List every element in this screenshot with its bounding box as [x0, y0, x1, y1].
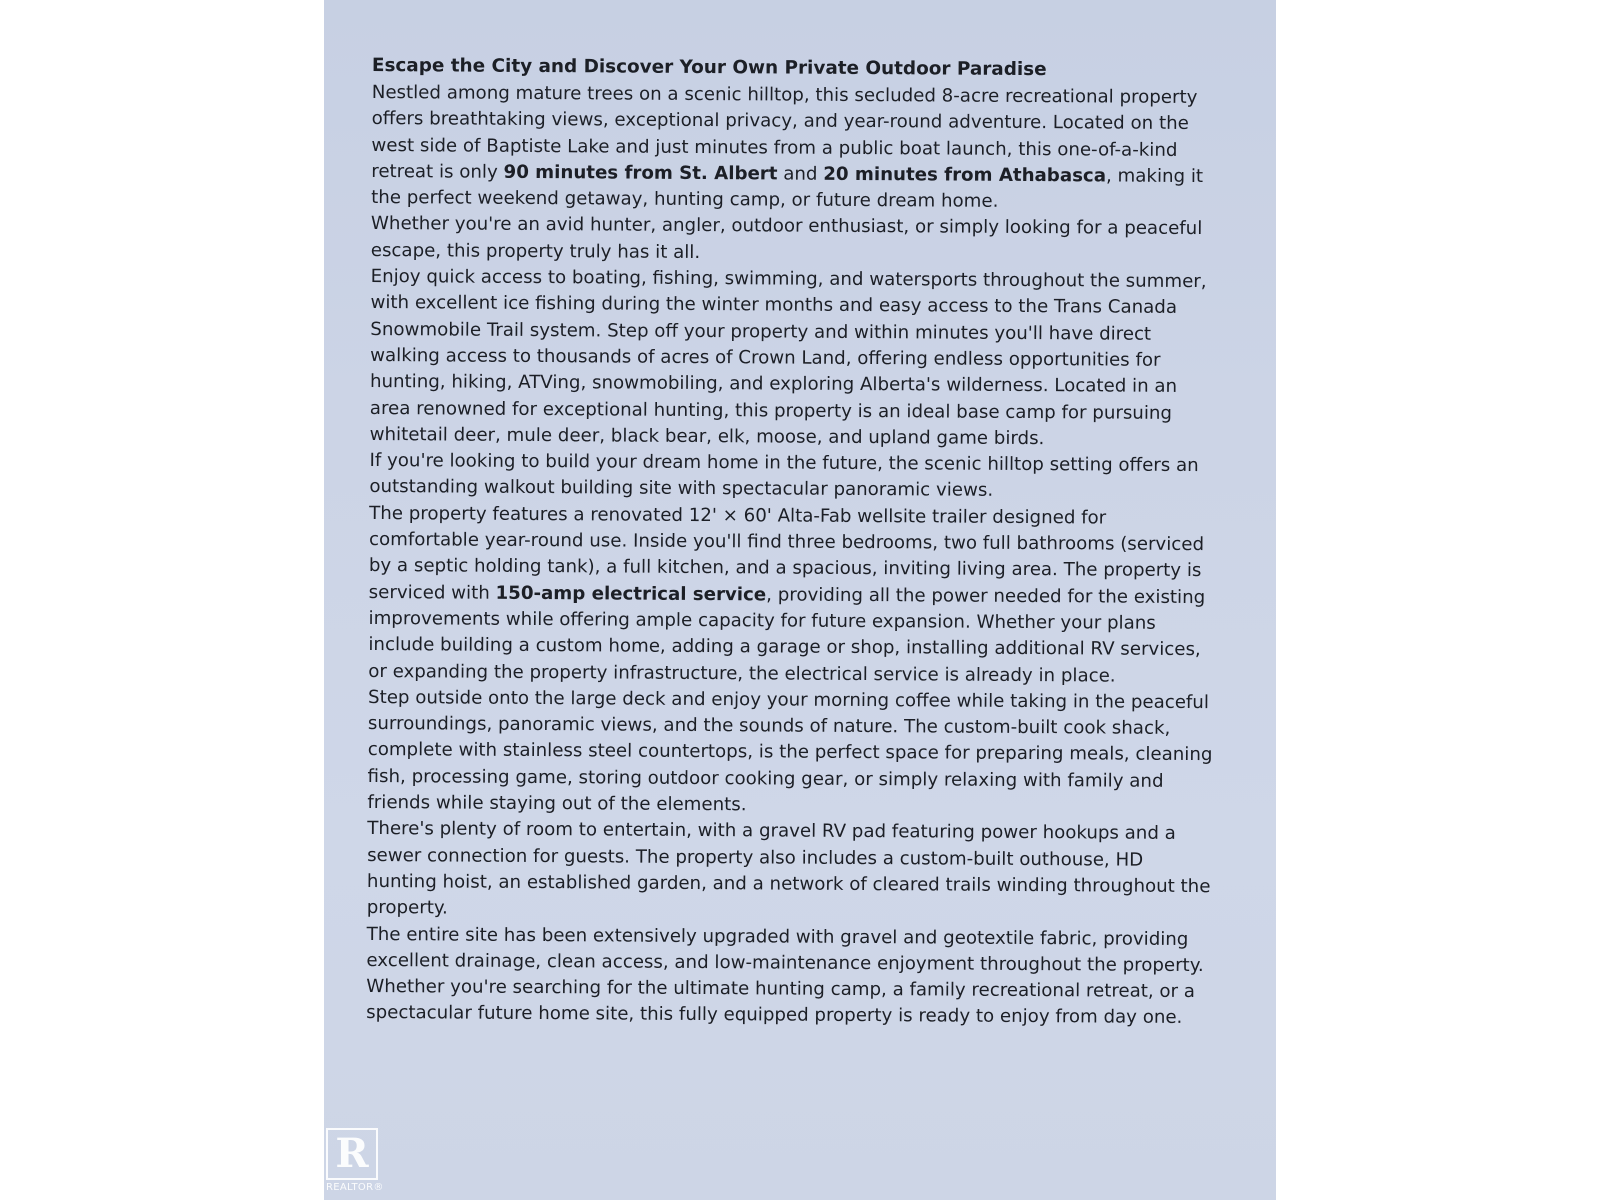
document-paragraph	[367, 685, 1218, 822]
paragraph-text: Nestled among mature trees on a scenic hilltop, this secluded 8-acre recreational property offers breathtaking views, exceptional privacy, and year-round adventure. Located on the west side of Baptiste Lake and just minutes from a public boat launch, this one-of-a-kind retreat is only	[371, 81, 1198, 183]
document-paragraph	[371, 211, 1221, 269]
paragraph-text: There's plenty of room to entertain, with a gravel RV pad featuring power hookups and a sewer connection for guests. The property also includes a custom-built outhouse, HD hunting hoist, an established garden, and a network of cleared trails winding throughout the property.	[366, 818, 1211, 919]
paragraph-text: The entire site has been extensively upgraded with gravel and geotextile fabric, providing excellent drainage, clean access, and low-maintenance enjoyment throughout the property.	[366, 923, 1204, 976]
highlighted-phrase: 150-amp electrical service	[495, 582, 767, 606]
highlighted-phrase: 90 minutes from St. Albert	[503, 161, 778, 185]
paragraph-text: Whether you're an avid hunter, angler, outdoor enthusiast, or simply looking for a peaceful escape, this property truly has it all.	[370, 213, 1203, 263]
realtor-logo-icon: R	[326, 1128, 378, 1180]
document-paragraph	[370, 264, 1221, 453]
document-paragraph	[366, 974, 1216, 1032]
paragraph-text: If you're looking to build your dream home in the future, the scenic hilltop setting offers an outstanding walkout building site with spectacular panoramic views.	[369, 450, 1199, 502]
paragraph-text: and	[777, 163, 824, 185]
document-paragraph	[371, 80, 1222, 217]
realtor-label: REALTOR®	[326, 1182, 384, 1193]
paragraph-text: , providing all the power needed for the existing improvements while offering ample capacity for future expansion. Whether your plans include building a custom home, adding a garage or shop, installing additional RV services, or expanding the property infrastructure, the electrical service is already in place.	[368, 584, 1206, 687]
document-body	[366, 80, 1222, 1032]
listing-description-sheet	[366, 54, 1222, 1032]
paragraph-text: The property features a renovated 12' × 60' Alta-Fab wellsite trailer designed for comfortable year-round use. Inside you'll find three bedrooms, two full bathrooms (serviced by a septic holding tank), a full kitchen, and a spacious, inviting living area. The property is serviced with	[368, 502, 1205, 604]
realtor-watermark	[326, 1128, 382, 1198]
document-paragraph	[367, 816, 1218, 926]
document-photo	[324, 0, 1276, 1200]
paragraph-text: Enjoy quick access to boating, fishing, swimming, and watersports throughout the summer, with excellent ice fishing during the winter months and easy access to the Trans Canada Snowmobile Trail system. Step off your property and within minutes you'll have direct walking access to thousands of acres of Crown Land, offering endless opportunities for hunting, hiking, ATVing, snowmobiling, and exploring Alberta's wilderness. Located in an area renowned for exceptional hunting, this property is an ideal base camp for pursuing whitetail deer, mule deer, black bear, elk, moose, and upland game birds.	[369, 266, 1207, 449]
paragraph-text: Whether you're searching for the ultimate hunting camp, a family recreational retreat, or a spectacular future home site, this fully equipped property is ready to enjoy from day one.	[366, 976, 1196, 1029]
document-paragraph	[366, 921, 1216, 979]
paragraph-text: , making it the perfect weekend getaway, hunting camp, or future dream home.	[371, 165, 1204, 213]
highlighted-phrase: 20 minutes from Athabasca	[823, 163, 1107, 187]
document-paragraph	[369, 448, 1219, 506]
paragraph-text: Step outside onto the large deck and enjoy your morning coffee while taking in the peaceful surroundings, panoramic views, and the sounds of nature. The custom-built cook shack, complete with stainless steel countertops, is the perfect space for preparing meals, cleaning fish, processing game, storing outdoor cooking gear, or simply relaxing with family and friends while staying out of the elements.	[367, 686, 1213, 816]
document-paragraph	[368, 501, 1219, 690]
document-title: Escape the City and Discover Your Own Private Outdoor Paradise	[371, 54, 1047, 81]
